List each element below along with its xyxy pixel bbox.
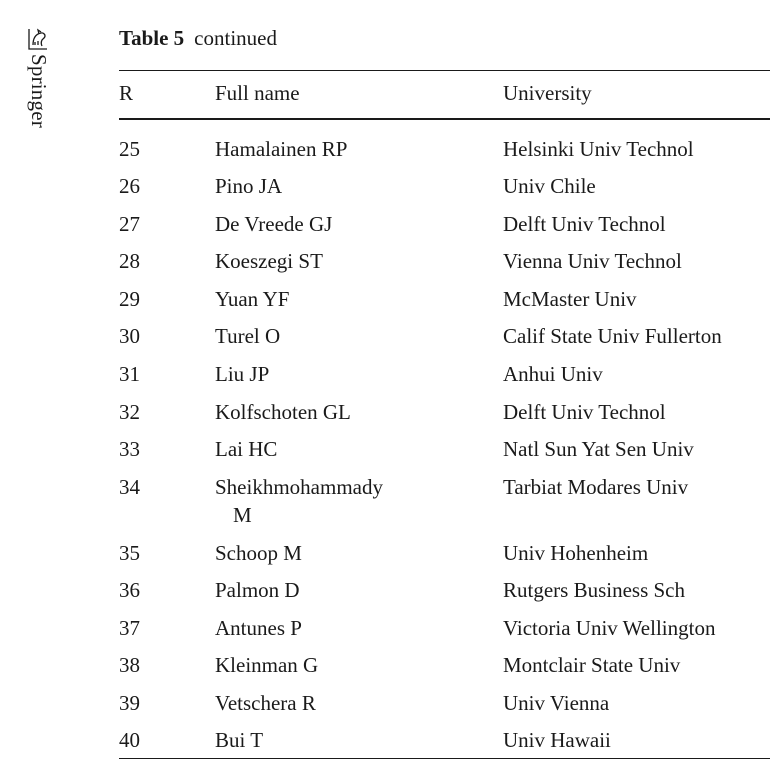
cell-rank: 34 (119, 475, 140, 499)
cell-full-name: Lai HC (215, 437, 278, 461)
cell-rank: 37 (119, 616, 140, 640)
cell-full-name-line1: Sheikhmohammady (215, 475, 383, 499)
springer-horse-icon (26, 26, 50, 52)
cell-university: Delft Univ Technol (503, 212, 666, 236)
cell-university: Natl Sun Yat Sen Univ (503, 437, 694, 461)
cell-rank: 30 (119, 324, 140, 348)
cell-university: Montclair State Univ (503, 653, 681, 677)
cell-university: Anhui Univ (503, 362, 603, 386)
cell-full-name: Yuan YF (215, 287, 290, 311)
cell-rank: 29 (119, 287, 140, 311)
cell-university: Univ Vienna (503, 691, 610, 715)
cell-full-name: Koeszegi ST (215, 249, 323, 273)
cell-rank: 32 (119, 400, 140, 424)
cell-rank: 27 (119, 212, 140, 236)
cell-rank: 28 (119, 249, 140, 273)
cell-full-name: Liu JP (215, 362, 270, 386)
table-bottom-rule (119, 758, 770, 759)
table-caption (119, 25, 277, 51)
header-full-name: Full name (215, 81, 300, 105)
cell-rank: 39 (119, 691, 140, 715)
cell-full-name: Hamalainen RP (215, 137, 348, 161)
table-header-rule (119, 118, 770, 120)
cell-rank: 35 (119, 541, 140, 565)
springer-wordmark: Springer (27, 54, 51, 128)
cell-rank: 33 (119, 437, 140, 461)
cell-rank: 38 (119, 653, 140, 677)
cell-rank: 40 (119, 728, 140, 752)
cell-full-name-line2: M (233, 503, 252, 527)
cell-full-name: Pino JA (215, 174, 283, 198)
cell-full-name: Turel O (215, 324, 281, 348)
cell-university: Tarbiat Modares Univ (503, 475, 689, 499)
cell-university: McMaster Univ (503, 287, 637, 311)
cell-full-name: Schoop M (215, 541, 302, 565)
header-university: University (503, 81, 592, 105)
cell-university: Helsinki Univ Technol (503, 137, 694, 161)
cell-full-name: Antunes P (215, 616, 302, 640)
table-caption-text: continued (194, 26, 277, 50)
cell-full-name: Palmon D (215, 578, 300, 602)
cell-university: Univ Chile (503, 174, 596, 198)
cell-university: Univ Hawaii (503, 728, 611, 752)
cell-university: Univ Hohenheim (503, 541, 649, 565)
springer-mark (26, 26, 50, 156)
cell-full-name: De Vreede GJ (215, 212, 333, 236)
table-top-rule (119, 70, 770, 71)
cell-rank: 26 (119, 174, 140, 198)
cell-university: Delft Univ Technol (503, 400, 666, 424)
cell-full-name: Vetschera R (215, 691, 316, 715)
cell-full-name: Kleinman G (215, 653, 319, 677)
cell-university: Vienna Univ Technol (503, 249, 682, 273)
cell-full-name (215, 473, 415, 529)
cell-university: Victoria Univ Wellington (503, 616, 716, 640)
cell-rank: 31 (119, 362, 140, 386)
cell-full-name: Bui T (215, 728, 264, 752)
cell-full-name: Kolfschoten GL (215, 400, 351, 424)
cell-rank: 25 (119, 137, 140, 161)
table-label: Table 5 (119, 26, 185, 50)
cell-university: Rutgers Business Sch (503, 578, 686, 602)
cell-university: Calif State Univ Fullerton (503, 324, 722, 348)
cell-rank: 36 (119, 578, 140, 602)
header-rank: R (119, 81, 134, 105)
